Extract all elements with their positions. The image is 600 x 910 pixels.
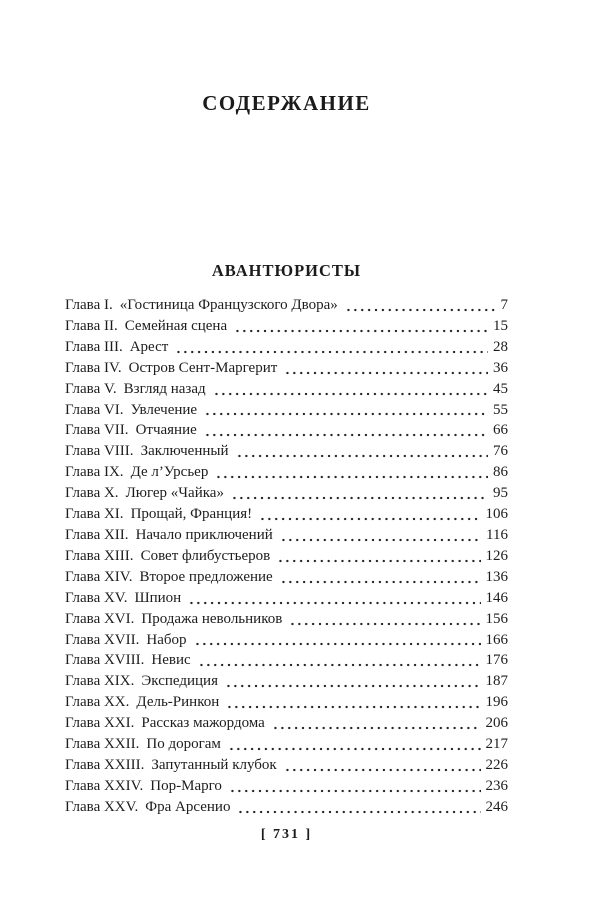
leader-dots [287,609,480,630]
footer-page-number: [ 731 ] [260,827,313,842]
page-number: 7 [500,297,508,313]
leader-dots [270,713,481,734]
chapter-label: Глава XXIV. [65,777,144,794]
chapter-label: Глава XXV. [65,798,139,815]
page-number: 236 [485,777,508,794]
toc-entry [65,630,508,651]
chapter-title: Семейная сцена [124,317,228,334]
chapter-title: Экспедиция [141,673,218,690]
chapter-title: Люгер «Чайка» [125,485,224,502]
page-number: 217 [485,736,508,753]
leader-dots [257,504,480,525]
chapter-title: Шпион [134,589,182,606]
toc-entry [65,504,508,525]
chapter-label: Глава VIII. [65,443,134,460]
chapter-title: Увлечение [130,401,198,418]
chapter-label: Глава XXI. [65,715,135,732]
leader-dots [235,797,480,818]
toc-entry [65,400,508,421]
chapter-title: Запутанный клубок [151,756,277,773]
leader-dots [211,379,488,400]
page-number: 166 [485,631,508,648]
toc-entry [65,525,508,546]
page-number: 95 [493,485,508,502]
toc-entry [65,692,508,713]
leader-dots [229,483,488,504]
leader-dots [234,441,488,462]
chapter-label: Глава VI. [65,401,124,418]
leader-dots [213,462,488,483]
chapter-label: Глава XX. [65,694,130,711]
chapter-label: Глава VII. [65,422,129,439]
chapter-title: Продажа невольников [141,610,283,627]
page-number: 45 [493,380,508,397]
chapter-label: Глава XII. [65,526,129,543]
toc-entry [65,671,508,692]
leader-dots [192,630,481,651]
chapter-label: Глава IX. [65,464,124,481]
page-number: 36 [493,359,508,376]
chapter-title: Арест [129,338,169,355]
page-number: 86 [493,464,508,481]
chapter-title: Пор-Марго [150,777,222,794]
leader-dots [202,420,488,441]
leader-dots [278,567,481,588]
toc-entry [65,483,508,504]
chapter-title: Фра Арсенио [145,798,231,815]
chapter-label: Глава XIV. [65,568,133,585]
chapter-title: Рассказ мажордома [141,715,265,732]
toc-list [65,295,508,818]
leader-dots [232,316,488,337]
page-number: 226 [485,756,508,773]
chapter-title: По дорогам [146,736,221,753]
leader-dots [186,588,480,609]
toc-entry [65,420,508,441]
toc-entry [65,295,508,316]
chapter-label: Глава XXII. [65,736,140,753]
leader-dots [196,650,481,671]
chapter-title: Второе предложение [139,568,273,585]
page-number: 116 [486,526,508,543]
leader-dots [223,671,481,692]
toc-entry [65,650,508,671]
chapter-label: Глава I. [65,297,113,313]
leader-dots [282,358,488,379]
chapter-title: Совет флибустьеров [140,547,271,564]
page-number: 76 [493,443,508,460]
page-number: 15 [493,317,508,334]
toc-entry [65,358,508,379]
toc-entry [65,609,508,630]
chapter-title: Взгляд назад [123,380,206,397]
leader-dots [343,295,496,316]
page-number: 187 [485,673,508,690]
chapter-label: Глава XIX. [65,673,135,690]
toc-entry [65,316,508,337]
page-number: 176 [485,652,508,669]
toc-entry [65,776,508,797]
chapter-label: Глава II. [65,317,118,334]
page-title: СОДЕРЖАНИЕ [202,91,371,115]
chapter-title: Отчаяние [135,422,197,439]
chapter-label: Глава IV. [65,359,122,376]
chapter-label: Глава XVIII. [65,652,145,669]
chapter-label: Глава X. [65,485,119,502]
section-title: АВАНТЮРИСТЫ [211,261,362,280]
leader-dots [202,400,488,421]
chapter-label: Глава XVI. [65,610,135,627]
toc-entry [65,567,508,588]
chapter-title: «Гостиница Французского Двора» [119,297,338,313]
leader-dots [173,337,488,358]
chapter-title: Прощай, Франция! [130,506,253,523]
page-number: 246 [485,798,508,815]
page-number: 156 [485,610,508,627]
chapter-label: Глава III. [65,338,123,355]
toc-entry [65,588,508,609]
toc-entry [65,734,508,755]
chapter-title: Набор [146,631,187,648]
page-number: 55 [493,401,508,418]
leader-dots [226,734,481,755]
page-number: 126 [485,547,508,564]
page-number: 136 [485,568,508,585]
toc-entry [65,755,508,776]
toc-entry [65,462,508,483]
leader-dots [227,776,481,797]
chapter-title: Остров Сент-Маргерит [128,359,278,376]
leader-dots [275,546,480,567]
toc-entry [65,379,508,400]
chapter-label: Глава XVII. [65,631,140,648]
chapter-label: Глава XI. [65,506,124,523]
toc-entry [65,713,508,734]
chapter-title: Заключенный [140,443,229,460]
chapter-label: Глава V. [65,380,117,397]
page-number: 28 [493,338,508,355]
page-number: 66 [493,422,508,439]
toc-entry [65,797,508,818]
chapter-title: Де л’Урсьер [130,464,209,481]
chapter-label: Глава XV. [65,589,128,606]
leader-dots [224,692,480,713]
page-number: 146 [485,589,508,606]
toc-entry [65,441,508,462]
chapter-label: Глава XIII. [65,547,134,564]
leader-dots [278,525,481,546]
toc-entry [65,337,508,358]
toc-entry [65,546,508,567]
chapter-title: Начало приключений [135,526,273,543]
page-number: 206 [485,715,508,732]
page-number: 196 [485,694,508,711]
page-number: 106 [485,506,508,523]
chapter-title: Дель-Ринкон [136,694,220,711]
chapter-label: Глава XXIII. [65,756,145,773]
chapter-title: Невис [151,652,191,669]
leader-dots [282,755,481,776]
